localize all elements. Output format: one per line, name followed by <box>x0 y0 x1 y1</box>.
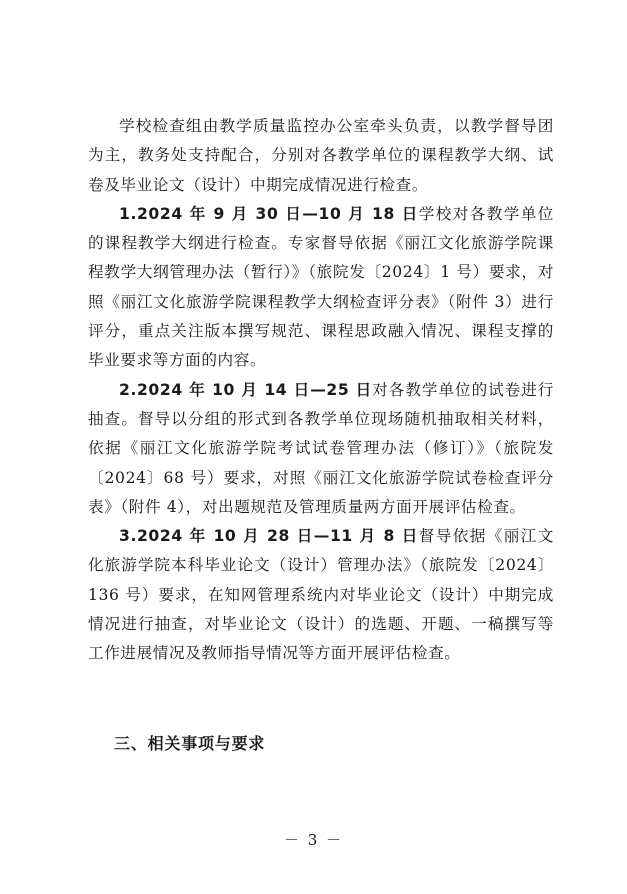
item-2-paragraph <box>88 376 554 522</box>
item-2-date: 2.2024 年 10 月 14 日—25 日 <box>119 380 373 399</box>
section-heading: 三、相关事项与要求 <box>114 734 266 753</box>
item-3-date: 3.2024 年 10 月 28 日—11 月 8 日 <box>119 527 419 546</box>
item-3-text: 督导依据《丽江文化旅游学院本科毕业论文（设计）管理办法》（旅院发〔2024〕136 号）要求，在知网管理系统内对毕业论文（设计）中期完成情况进行抽查，对毕业论文（设计）的选题、开题、一稿撰写等工作进展情况及教师指导情况等方面开展评估检查。 <box>88 527 554 663</box>
body-text <box>88 112 554 669</box>
item-1-paragraph <box>88 200 554 376</box>
item-1-date: 1.2024 年 9 月 30 日—10 月 18 日 <box>119 204 419 223</box>
item-3-paragraph <box>88 522 554 668</box>
intro-paragraph: 学校检查组由教学质量监控办公室牵头负责，以教学督导团为主，教务处支持配合，分别对各教学单位的课程教学大纲、试卷及毕业论文（设计）中期完成情况进行检查。 <box>88 117 554 194</box>
item-1-text: 学校对各教学单位的课程教学大纲进行检查。专家督导依据《丽江文化旅游学院课程教学大纲管理办法（暂行）》（旅院发〔2024〕1 号）要求，对照《丽江文化旅游学院课程教学大纲检查评分表》（附件 3）进行评分，重点关注版本撰写规范、课程思政融入情况、课程支撑的毕业要求等方面的内容。 <box>88 204 554 370</box>
page-number: － 3 － <box>283 831 344 849</box>
item-2-text: 对各教学单位的试卷进行抽查。督导以分组的形式到各教学单位现场随机抽取相关材料，依据《丽江文化旅游学院考试试卷管理办法（修订）》（旅院发〔2024〕68 号）要求，对照《丽江文化旅游学院试卷检查评分表》（附件 4），对出题规范及管理质量两方面开展评估检查。 <box>88 380 554 516</box>
